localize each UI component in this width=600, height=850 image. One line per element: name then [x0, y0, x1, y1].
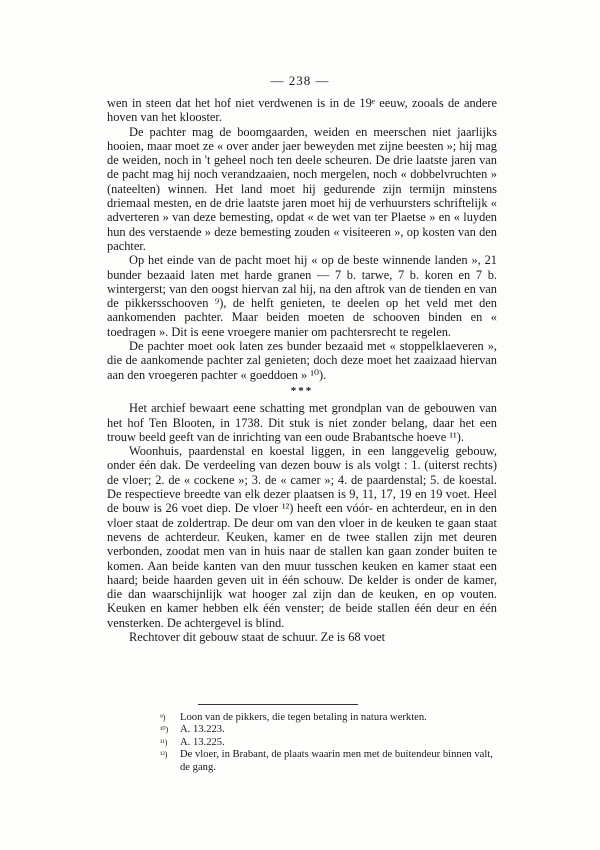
body-text: [107, 96, 497, 644]
footnotes: [160, 712, 500, 774]
section-separator: ***: [290, 384, 314, 397]
footnote-9: [160, 712, 500, 724]
footnote-11: [160, 737, 500, 749]
footnote-text: De vloer, in Brabant, de plaats waarin men met de buitendeur binnen valt, de gang.: [180, 749, 493, 773]
footnote-mark: ¹¹): [160, 737, 168, 747]
page-number: — 238 —: [270, 73, 330, 88]
footnote-12: [160, 749, 500, 774]
paragraph-clover: De pachter moet ook laten zes bunder bezaaid met « stoppelklaeveren », die de aankomende pachter zal genieten; doch deze moet het zaaizaad hiervan aan den vroegeren pachter « goeddoen » ¹⁰).: [107, 339, 497, 382]
footnote-divider: [198, 704, 358, 705]
footnote-text: A. 13.225.: [180, 736, 225, 748]
paragraph-pachter-rules: De pachter mag de boomgaarden, weiden en meerschen niet jaarlijks hooien, maar moet ze « over ander jaer beweyden met zijne beesten »; hij mag de weiden, noch in 't geheel noch ten deele scheuren. De drie laatste jaren van de pacht mag hij noch verandzaaien, noch mergelen, noch « dobbelvruchten » (nateelten) winnen. Het land moet hij gedurende zijn termijn minstens driemaal mesten, en de drie laatste jaren moet hij de verhuursters schriftelijk « adverteren » van deze bemesting, opdat « de wet van ter Plaetse » en « luyden hun des verstaende » deze bemesting zouden « visiteeren », op kosten van den pachter.: [107, 124, 497, 253]
footnote-text: A. 13.223.: [180, 724, 225, 736]
paragraph-end-of-lease: Op het einde van de pacht moet hij « op de beste winnende landen », 21 bunder bezaaid laten met harde granen — 7 b. tarwe, 7 b. koren en 7 b. wintergerst; van den oogst hiervan zal hij, na den aftrok van de tienden en van de pikkersschooven ⁹), de helft genieten, te deelen op het veld met den aankomenden pachter. Maar beiden moeten de schooven binden en « toedragen ». Dit is eene vroegere manier om pachtersrecht te regelen.: [107, 253, 497, 339]
paragraph-barn: Rechtover dit gebouw staat de schuur. Ze is 68 voet: [129, 629, 386, 644]
footnote-text: Loon van de pikkers, die tegen betaling in natura werkten.: [180, 712, 427, 723]
footnote-mark: ¹⁰): [160, 725, 169, 735]
paragraph-dwelling: Woonhuis, paardenstal en koestal liggen, in een langgevelig gebouw, onder één dak. De verdeeling van dezen bouw is als volgt : 1. (uiterst rechts) de vloer; 2. de « cockene »; 3. de « camer »; 4. de paardenstal; 5. de koestal. De respectieve breedte van elk dezer plaatsen is 9, 11, 17, 19 en 19 voet. Heel de bouw is 26 voet diep. De vloer ¹²) heeft een vóór- en achterdeur, en in den vloer staat de zoldertrap. De deur om van den vloer in de keuken te gaan staat nevens de achterdeur. Keuken, kamer en de twee stallen zijn met deuren verbonden, zoodat men van in huis naar de stallen kan gaan zonder buiten te komen. Aan beide kanten van den muur tusschen keuken en kamer staat een haard; beide haarden geven uit in één schouw. De kelder is onder de kamer, die dan waarschijnlijk wat hooger zal zijn dan de keuken, en op vouten. Keuken en kamer hebben elk één venster; de beide stallen één deur en één vensterken. De achtergevel is blind.: [107, 444, 497, 630]
footnote-mark: ⁹): [160, 713, 166, 722]
paragraph-continuation: wen in steen dat het hof niet verdwenen is in de 19ᵉ eeuw, zooals de andere hoven van het klooster.: [107, 96, 497, 125]
paragraph-archive: Het archief bewaart eene schatting met grondplan van de gebouwen van het hof Ten Blooten, in 1738. Dit stuk is niet zonder belang, daar het een trouw beeld geeft van de inrichting van een oude Brabantsche hoeve ¹¹).: [107, 401, 497, 444]
footnote-10: [160, 724, 500, 736]
footnote-mark: ¹²): [160, 750, 168, 760]
